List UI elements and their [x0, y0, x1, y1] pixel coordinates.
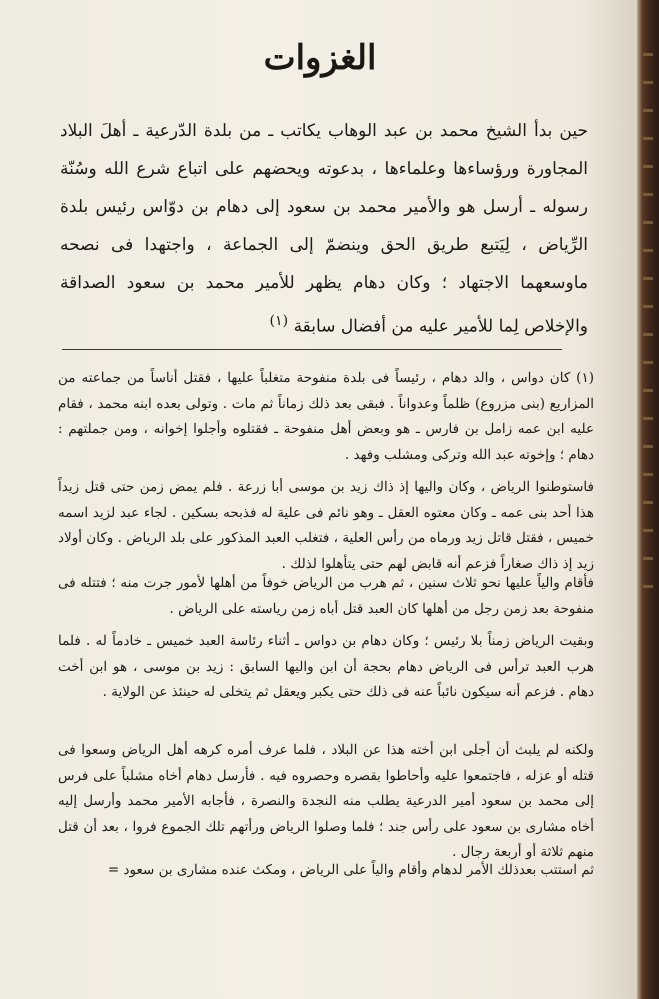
footnote-paragraph-1	[58, 366, 594, 468]
footnote-text: ثم استتب بعدذلك الأمر لدهام وأقام والياً على الرياض ، ومكث عنده مشارى بن سعود =	[107, 862, 594, 878]
footnote-divider	[62, 349, 562, 350]
main-text: حين بدأ الشيخ محمد بن عبد الوهاب يكاتب ـ من بلدة الدّرعية ـ أهلَ البلاد المجاورة ورؤساءها وعلماءها ، بدعوته ويحضهم على اتباع شرع الله وسُنّة رسوله ـ أرسل هو والأمير محمد بن سعود إلى دهام بن دوّاس رئيس بلدة الرِّياض ، لِيَتبع طريق الحق وينضمّ إلى الجماعة ، واجتهدا فى نصحه ماوسعهما الاجتهاد ؛ وكان دهام يظهر للأمير محمد بن سعود الصداقة والإخلاص لِما للأمير عليه من أفضال سابقة	[60, 121, 588, 337]
footnote-paragraph-3	[58, 571, 594, 622]
footnote-text: فاستوطنوا الرياض ، وكان واليها إذ ذاك زيد بن موسى أبا زرعة . فلم يمض زمن حتى قتل زيداً هذا أحد بنى عمه ـ وكان معتوه العقل ـ وهو نائم فى علية له فذبحه بسكين . لجاء عبد لزيد اسمه خميس ، فقتل قاتل زيد ورماه من رأس العلية ، فتغلب العبد المذكور على بلد الرياض . وكان أولاد زيد إذ ذاك صغاراً فزعم أنه قابض لهم حتى يتأهلوا لذلك .	[58, 479, 594, 572]
footnote-reference: (١)	[269, 313, 289, 329]
chapter-title: الغزوات	[263, 38, 377, 78]
book-spine	[637, 0, 659, 999]
footnote-text: ولكنه لم يلبث أن أجلى ابن أخته هذا عن البلاد ، فلما عرف أمره كرهه أهل الرياض وسعوا فى قتله أو عزله ، فاجتمعوا عليه وأحاطوا بقصره وحصروه فيه . فأرسل دهام أخاه مشلباً على فرس إلى محمد بن سعود أمير الدرعية يطلب منه النجدة والنصرة ، فأجابه الأمير محمد وأرسل إليه أخاه مشارى بن سعود على رأس جند ؛ فلما وصلوا الرياض ورأتهم تلك الجموع فروا ، بعد أن قتل منهم ثلاثة أو أربعة رجال .	[58, 742, 594, 860]
spine-decoration	[643, 40, 655, 600]
footnote-text: فأقام والياً عليها نحو ثلاث سنين ، ثم هرب من الرياض خوفاً من أهلها لأمور جرت منه ؛ فتتله فى منفوحة بعد زمن رجل من أهلها كان العبد قتل أباه زمن رياسته على الرياض .	[58, 575, 594, 617]
footnote-text: (١) كان دواس ، والد دهام ، رئيساً فى بلدة منفوحة متغلباً عليها ، فقتل أناساً من جماعته من المزاريع (بنى مزروع) ظلماً وعدواناً . فبقى بعد ذلك زماناً ثم مات . وتولى بعده ابنه محمد ، فقام عليه ابن عمه زامل بن فارس ـ هو وبعض أهل منفوحة ـ فقتلوه وأجلوا إخوانه ، ومن جملتهم : دهام ؛ وإخوته عبد الله وتركى ومشلب وفهد .	[58, 370, 594, 463]
footnote-text: وبقيت الرياض زمناً بلا رئيس ؛ وكان دهام بن دواس ـ أثناء رئاسة العبد خميس ـ خادماً له . فلما هرب العبد ترأس فى الرياض دهام بحجة أن ابن واليها السابق : زيد بن موسى ، هو ابن أخت دهام . فزعم أنه سيكون نائباً عنه فى ذلك حتى يكبر ويعقل ثم يتخلى له حينئذ عن الولاية .	[58, 633, 594, 700]
footnote-paragraph-2	[58, 475, 594, 577]
main-paragraph	[60, 112, 588, 346]
footnote-paragraph-4	[58, 629, 594, 706]
footnote-paragraph-5	[58, 738, 594, 866]
footnote-paragraph-6	[58, 858, 594, 884]
